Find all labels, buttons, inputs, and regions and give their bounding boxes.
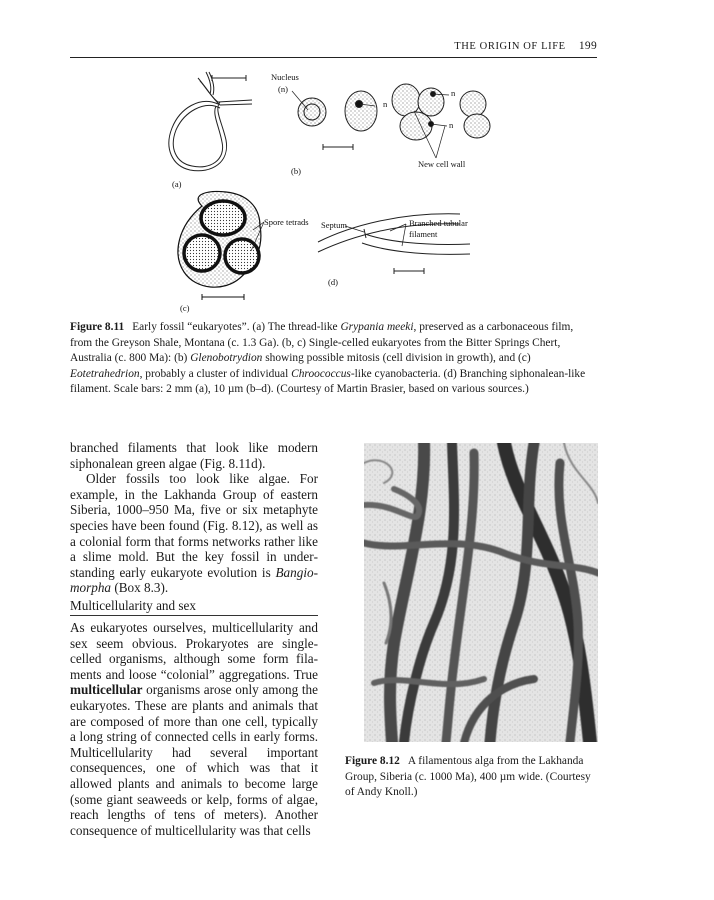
running-head-title: THE ORIGIN OF LIFE: [454, 41, 566, 52]
figure-8-12-photo: [364, 443, 598, 742]
body-text-top: [70, 440, 318, 596]
label-c: (c): [180, 303, 190, 313]
body-text-bottom: [70, 620, 318, 838]
running-head: [70, 40, 597, 56]
label-b: (b): [291, 166, 301, 176]
label-n-3: n: [449, 120, 454, 130]
label-branched-tubular: Branched tubular: [409, 218, 468, 228]
label-septum: Septum: [321, 220, 347, 230]
label-d: (d): [328, 277, 338, 287]
panel-a-grypania: [169, 72, 252, 171]
paragraph: As eukaryotes ourselves, multicellularity and sex seem obvious. Prokaryotes are single-celled organisms, although some form filaments and loose “colonial” aggregations. True multicellular organisms arose only among the eukaryotes. These are plants and animals that are composed of more than one cell, typically a long string of connected cells in early forms. Multicellularity had several important consequences, one of which was that it allowed plants and animals to become large (some giant seaweeds or kelp, forms of algae, reach lengths of tens of meters). Another consequence of multicellularity was that cells: [70, 620, 318, 838]
label-filament: filament: [409, 229, 438, 239]
label-nucleus-n: (n): [278, 84, 288, 94]
label-n-1: n: [383, 99, 388, 109]
header-rule: [70, 57, 597, 58]
panel-b-glenobotrydion: [298, 84, 490, 150]
page-number: 199: [578, 40, 597, 52]
panel-c-eotetrahedrion: [178, 192, 261, 300]
figure-number: Figure 8.11: [70, 321, 125, 333]
label-nucleus: Nucleus: [271, 72, 299, 82]
figure-8-12-caption: Figure 8.12 A filamentous alga from the Lakhanda Group, Siberia (c. 1000 Ma), 400 µm wide. (Courtesy of Andy Knoll.): [345, 755, 591, 799]
section-heading: Multicellularity and sex: [70, 598, 318, 616]
paragraph: branched filaments that look like modern siphonalean green algae (Fig. 8.11d).: [70, 440, 318, 471]
label-n-2: n: [451, 88, 456, 98]
label-a: (a): [172, 179, 182, 189]
paragraph: Older fossils too look like algae. For example, in the Lakhanda Group of eastern Siberia, 1000–950 Ma, five or six metaphyte species have been found (Fig. 8.12), as well as a colonial form that forms networks rather like a slime mold. But the key fossil in understanding early eukaryote evolution is Bangiomorpha (Box 8.3).: [70, 471, 318, 596]
label-new-cell-wall: New cell wall: [418, 159, 466, 169]
figure-8-11-illustration: [150, 66, 510, 320]
label-spore-tetrads: Spore tetrads: [264, 217, 309, 227]
figure-number: Figure 8.12: [345, 755, 400, 767]
figure-8-11-caption: Figure 8.11 Early fossil “eukaryotes”. (a) The thread-like Grypania meeki, preserved as a carbonaceous film, from the Greyson Shale, Montana (c. 1.3 Ga). (b, c) Single-celled eukaryotes from the Bitter Springs Chert, Australia (c. 800 Ma): (b) Glenobotrydion showing possible mitosis (cell division in growth), and (c) Eotetrahedrion, probably a cluster of individual Chroococcus-like cyanobacteria. (d) Branching siphonalean-like filament. Scale bars: 2 mm (a), 10 µm (b–d). (Courtesy of Martin Brasier, based on various sources.): [70, 321, 586, 396]
